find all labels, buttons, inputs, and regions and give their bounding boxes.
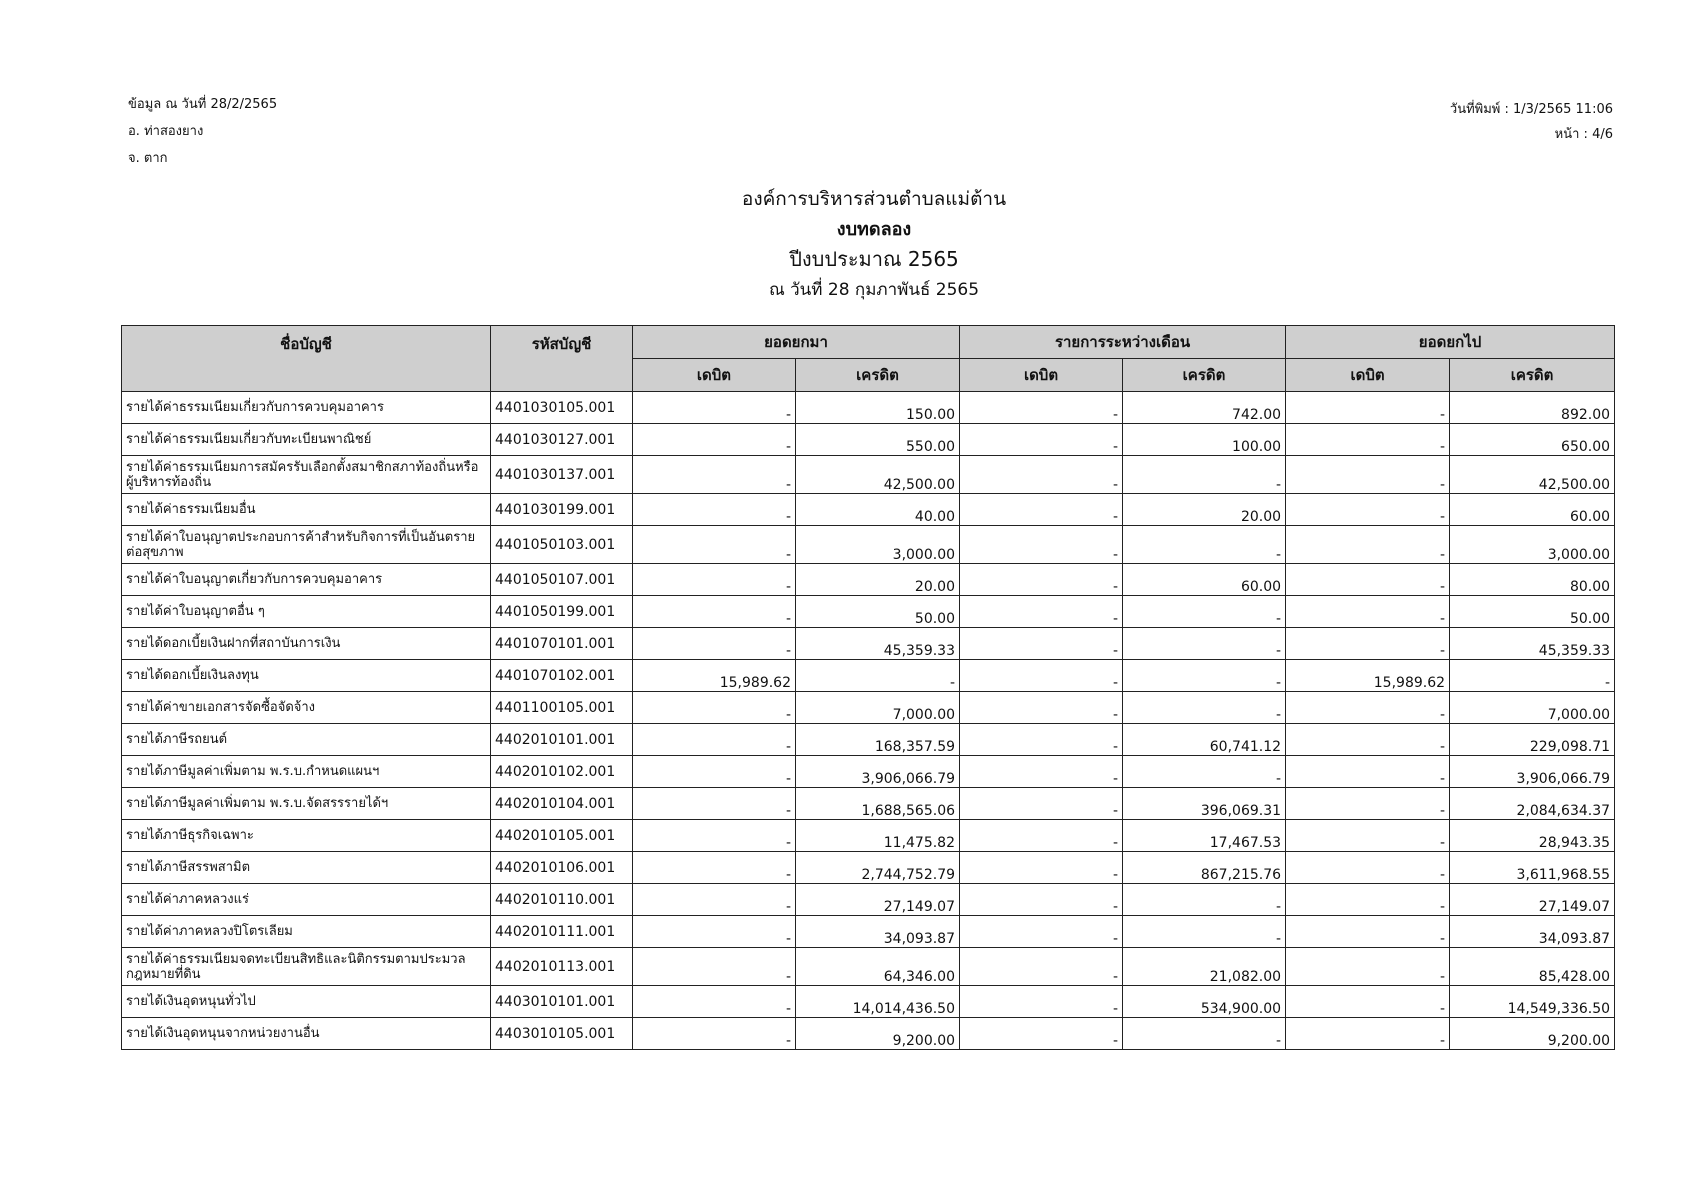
month-debit-cell: - xyxy=(960,948,1123,986)
table-row xyxy=(122,596,1615,628)
table-row xyxy=(122,564,1615,596)
cf-credit-cell: 2,084,634.37 xyxy=(1450,788,1615,820)
account-code-cell: 4402010105.001 xyxy=(491,820,633,852)
cf-credit-cell: 42,500.00 xyxy=(1450,456,1615,494)
bf-credit-cell: 550.00 xyxy=(796,424,960,456)
account-name-cell: รายได้ค่าธรรมเนียมเกี่ยวกับทะเบียนพาณิชย์ xyxy=(122,424,491,456)
cf-credit-cell: 892.00 xyxy=(1450,392,1615,424)
month-credit-cell: - xyxy=(1123,692,1286,724)
header-bf-debit: เดบิต xyxy=(633,359,796,392)
cf-debit-cell: - xyxy=(1286,852,1450,884)
month-debit-cell: - xyxy=(960,456,1123,494)
cf-debit-cell: - xyxy=(1286,916,1450,948)
month-credit-cell: 60,741.12 xyxy=(1123,724,1286,756)
bf-credit-cell: 9,200.00 xyxy=(796,1018,960,1050)
table-row xyxy=(122,494,1615,526)
cf-debit-cell: - xyxy=(1286,724,1450,756)
header-bf-credit: เครดิต xyxy=(796,359,960,392)
header-brought-forward: ยอดยกมา xyxy=(633,326,960,359)
bf-debit-cell: - xyxy=(633,724,796,756)
header-cf-debit: เดบิต xyxy=(1286,359,1450,392)
bf-debit-cell: - xyxy=(633,916,796,948)
table-body xyxy=(122,392,1615,1050)
cf-credit-cell: 229,098.71 xyxy=(1450,724,1615,756)
month-debit-cell: - xyxy=(960,986,1123,1018)
cf-debit-cell: - xyxy=(1286,564,1450,596)
bf-debit-cell: - xyxy=(633,884,796,916)
as-of-date: ณ วันที่ 28 กุมภาพันธ์ 2565 xyxy=(768,280,980,300)
table-row xyxy=(122,628,1615,660)
cf-credit-cell: 45,359.33 xyxy=(1450,628,1615,660)
month-credit-cell: - xyxy=(1123,916,1286,948)
cf-debit-cell: - xyxy=(1286,494,1450,526)
month-debit-cell: - xyxy=(960,916,1123,948)
org-name: องค์การบริหารส่วนตำบลแม่ต้าน xyxy=(741,188,1007,210)
page-number: หน้า : 4/6 xyxy=(1554,127,1613,142)
bf-debit-cell: - xyxy=(633,494,796,526)
bf-debit-cell: - xyxy=(633,628,796,660)
month-debit-cell: - xyxy=(960,756,1123,788)
table-row xyxy=(122,526,1615,564)
account-code-cell: 4401030137.001 xyxy=(491,456,633,494)
bf-debit-cell: - xyxy=(633,596,796,628)
bf-credit-cell: 64,346.00 xyxy=(796,948,960,986)
account-code-cell: 4401030127.001 xyxy=(491,424,633,456)
table-row xyxy=(122,392,1615,424)
bf-credit-cell: 168,357.59 xyxy=(796,724,960,756)
bf-credit-cell: 150.00 xyxy=(796,392,960,424)
account-name-cell: รายได้ค่าธรรมเนียมจดทะเบียนสิทธิและนิติกรรมตามประมวลกฎหมายที่ดิน xyxy=(122,948,491,986)
bf-debit-cell: - xyxy=(633,756,796,788)
bf-credit-cell: 50.00 xyxy=(796,596,960,628)
account-name-cell: รายได้ค่าธรรมเนียมการสมัครรับเลือกตั้งสมาชิกสภาท้องถิ่นหรือผู้บริหารท้องถิ่น xyxy=(122,456,491,494)
month-credit-cell: 60.00 xyxy=(1123,564,1286,596)
account-name-cell: รายได้ค่าภาคหลวงแร่ xyxy=(122,884,491,916)
bf-credit-cell: 2,744,752.79 xyxy=(796,852,960,884)
month-debit-cell: - xyxy=(960,424,1123,456)
cf-credit-cell: 7,000.00 xyxy=(1450,692,1615,724)
province: จ. ตาก xyxy=(128,151,168,166)
bf-debit-cell: - xyxy=(633,948,796,986)
month-debit-cell: - xyxy=(960,852,1123,884)
bf-debit-cell: - xyxy=(633,564,796,596)
account-name-cell: รายได้เงินอุดหนุนทั่วไป xyxy=(122,986,491,1018)
account-name-cell: รายได้เงินอุดหนุนจากหน่วยงานอื่น xyxy=(122,1018,491,1050)
cf-credit-cell: 14,549,336.50 xyxy=(1450,986,1615,1018)
table-row xyxy=(122,986,1615,1018)
cf-debit-cell: - xyxy=(1286,948,1450,986)
table-row xyxy=(122,916,1615,948)
bf-credit-cell: 14,014,436.50 xyxy=(796,986,960,1018)
month-credit-cell: 396,069.31 xyxy=(1123,788,1286,820)
month-debit-cell: - xyxy=(960,660,1123,692)
table-row xyxy=(122,660,1615,692)
cf-debit-cell: - xyxy=(1286,628,1450,660)
month-credit-cell: 534,900.00 xyxy=(1123,986,1286,1018)
account-code-cell: 4402010113.001 xyxy=(491,948,633,986)
month-credit-cell: - xyxy=(1123,884,1286,916)
account-code-cell: 4402010101.001 xyxy=(491,724,633,756)
month-debit-cell: - xyxy=(960,820,1123,852)
cf-credit-cell: 60.00 xyxy=(1450,494,1615,526)
bf-debit-cell: - xyxy=(633,820,796,852)
month-credit-cell: - xyxy=(1123,596,1286,628)
month-debit-cell: - xyxy=(960,628,1123,660)
cf-debit-cell: - xyxy=(1286,526,1450,564)
cf-debit-cell: - xyxy=(1286,1018,1450,1050)
account-code-cell: 4401030199.001 xyxy=(491,494,633,526)
cf-credit-cell: 3,000.00 xyxy=(1450,526,1615,564)
account-name-cell: รายได้ภาษีมูลค่าเพิ่มตาม พ.ร.บ.จัดสรรรายได้ฯ xyxy=(122,788,491,820)
month-credit-cell: - xyxy=(1123,756,1286,788)
header-month-credit: เครดิต xyxy=(1123,359,1286,392)
bf-debit-cell: - xyxy=(633,456,796,494)
account-code-cell: 4401050107.001 xyxy=(491,564,633,596)
bf-debit-cell: - xyxy=(633,788,796,820)
bf-debit-cell: - xyxy=(633,1018,796,1050)
account-name-cell: รายได้ภาษีมูลค่าเพิ่มตาม พ.ร.บ.กำหนดแผนฯ xyxy=(122,756,491,788)
table-row xyxy=(122,820,1615,852)
month-credit-cell: 20.00 xyxy=(1123,494,1286,526)
print-date: วันที่พิมพ์ : 1/3/2565 11:06 xyxy=(1449,102,1613,117)
month-debit-cell: - xyxy=(960,596,1123,628)
bf-credit-cell: 7,000.00 xyxy=(796,692,960,724)
bf-credit-cell: 11,475.82 xyxy=(796,820,960,852)
district: อ. ท่าสองยาง xyxy=(128,124,204,139)
bf-credit-cell: 3,906,066.79 xyxy=(796,756,960,788)
month-credit-cell: 742.00 xyxy=(1123,392,1286,424)
bf-credit-cell: 1,688,565.06 xyxy=(796,788,960,820)
cf-credit-cell: 27,149.07 xyxy=(1450,884,1615,916)
month-debit-cell: - xyxy=(960,884,1123,916)
month-debit-cell: - xyxy=(960,564,1123,596)
account-name-cell: รายได้ค่าธรรมเนียมอื่น xyxy=(122,494,491,526)
bf-credit-cell: 34,093.87 xyxy=(796,916,960,948)
month-debit-cell: - xyxy=(960,724,1123,756)
bf-debit-cell: - xyxy=(633,692,796,724)
account-name-cell: รายได้ดอกเบี้ยเงินลงทุน xyxy=(122,660,491,692)
account-name-cell: รายได้ภาษีธุรกิจเฉพาะ xyxy=(122,820,491,852)
account-code-cell: 4402010110.001 xyxy=(491,884,633,916)
bf-credit-cell: 3,000.00 xyxy=(796,526,960,564)
bf-debit-cell: - xyxy=(633,424,796,456)
header-account-name: ชื่อบัญชี xyxy=(122,326,491,392)
table-row xyxy=(122,1018,1615,1050)
cf-credit-cell: 85,428.00 xyxy=(1450,948,1615,986)
account-code-cell: 4403010105.001 xyxy=(491,1018,633,1050)
month-credit-cell: - xyxy=(1123,628,1286,660)
cf-debit-cell: - xyxy=(1286,596,1450,628)
month-credit-cell: - xyxy=(1123,526,1286,564)
month-debit-cell: - xyxy=(960,392,1123,424)
cf-credit-cell: 50.00 xyxy=(1450,596,1615,628)
bf-credit-cell: 27,149.07 xyxy=(796,884,960,916)
bf-credit-cell: - xyxy=(796,660,960,692)
trial-balance-table xyxy=(121,325,1615,1050)
cf-credit-cell: - xyxy=(1450,660,1615,692)
account-code-cell: 4401070102.001 xyxy=(491,660,633,692)
account-name-cell: รายได้ค่าใบอนุญาตเกี่ยวกับการควบคุมอาคาร xyxy=(122,564,491,596)
table-row xyxy=(122,456,1615,494)
bf-debit-cell: - xyxy=(633,392,796,424)
header-month-debit: เดบิต xyxy=(960,359,1123,392)
header-during-month: รายการระหว่างเดือน xyxy=(960,326,1286,359)
bf-debit-cell: - xyxy=(633,852,796,884)
cf-debit-cell: - xyxy=(1286,884,1450,916)
month-debit-cell: - xyxy=(960,788,1123,820)
account-code-cell: 4402010111.001 xyxy=(491,916,633,948)
bf-credit-cell: 42,500.00 xyxy=(796,456,960,494)
account-name-cell: รายได้ภาษีสรรพสามิต xyxy=(122,852,491,884)
month-credit-cell: 867,215.76 xyxy=(1123,852,1286,884)
account-code-cell: 4401030105.001 xyxy=(491,392,633,424)
account-name-cell: รายได้ค่าขายเอกสารจัดซื้อจัดจ้าง xyxy=(122,692,491,724)
data-date: ข้อมูล ณ วันที่ 28/2/2565 xyxy=(128,97,278,112)
month-credit-cell: 21,082.00 xyxy=(1123,948,1286,986)
cf-debit-cell: - xyxy=(1286,820,1450,852)
account-name-cell: รายได้ดอกเบี้ยเงินฝากที่สถาบันการเงิน xyxy=(122,628,491,660)
cf-debit-cell: - xyxy=(1286,756,1450,788)
account-code-cell: 4402010102.001 xyxy=(491,756,633,788)
account-name-cell: รายได้ค่าธรรมเนียมเกี่ยวกับการควบคุมอาคาร xyxy=(122,392,491,424)
month-debit-cell: - xyxy=(960,1018,1123,1050)
account-code-cell: 4403010101.001 xyxy=(491,986,633,1018)
header-carried-forward: ยอดยกไป xyxy=(1286,326,1615,359)
header-account-code: รหัสบัญชี xyxy=(491,326,633,392)
month-credit-cell: 100.00 xyxy=(1123,424,1286,456)
report-titles xyxy=(0,190,1697,309)
cf-credit-cell: 34,093.87 xyxy=(1450,916,1615,948)
cf-debit-cell: 15,989.62 xyxy=(1286,660,1450,692)
report-meta-right xyxy=(1450,103,1613,153)
month-credit-cell: - xyxy=(1123,456,1286,494)
account-code-cell: 4401070101.001 xyxy=(491,628,633,660)
cf-debit-cell: - xyxy=(1286,392,1450,424)
month-credit-cell: - xyxy=(1123,1018,1286,1050)
report-meta-left xyxy=(128,98,277,179)
cf-debit-cell: - xyxy=(1286,692,1450,724)
account-name-cell: รายได้ค่าใบอนุญาตประกอบการค้าสำหรับกิจการที่เป็นอันตรายต่อสุขภาพ xyxy=(122,526,491,564)
cf-debit-cell: - xyxy=(1286,788,1450,820)
table-row xyxy=(122,852,1615,884)
month-debit-cell: - xyxy=(960,692,1123,724)
header-cf-credit: เครดิต xyxy=(1450,359,1615,392)
bf-debit-cell: - xyxy=(633,986,796,1018)
account-code-cell: 4402010106.001 xyxy=(491,852,633,884)
table-row xyxy=(122,884,1615,916)
bf-debit-cell: 15,989.62 xyxy=(633,660,796,692)
account-name-cell: รายได้ค่าใบอนุญาตอื่น ๆ xyxy=(122,596,491,628)
cf-debit-cell: - xyxy=(1286,424,1450,456)
month-debit-cell: - xyxy=(960,526,1123,564)
cf-credit-cell: 650.00 xyxy=(1450,424,1615,456)
account-code-cell: 4401050103.001 xyxy=(491,526,633,564)
account-name-cell: รายได้ค่าภาคหลวงปิโตรเลียม xyxy=(122,916,491,948)
bf-credit-cell: 20.00 xyxy=(796,564,960,596)
account-code-cell: 4402010104.001 xyxy=(491,788,633,820)
month-debit-cell: - xyxy=(960,494,1123,526)
cf-debit-cell: - xyxy=(1286,456,1450,494)
month-credit-cell: 17,467.53 xyxy=(1123,820,1286,852)
bf-credit-cell: 40.00 xyxy=(796,494,960,526)
fiscal-year: ปีงบประมาณ 2565 xyxy=(789,247,959,271)
account-code-cell: 4401050199.001 xyxy=(491,596,633,628)
cf-credit-cell: 80.00 xyxy=(1450,564,1615,596)
cf-credit-cell: 28,943.35 xyxy=(1450,820,1615,852)
account-name-cell: รายได้ภาษีรถยนต์ xyxy=(122,724,491,756)
table-row xyxy=(122,948,1615,986)
table-row xyxy=(122,724,1615,756)
cf-credit-cell: 9,200.00 xyxy=(1450,1018,1615,1050)
table-row xyxy=(122,756,1615,788)
cf-credit-cell: 3,611,968.55 xyxy=(1450,852,1615,884)
table-row xyxy=(122,424,1615,456)
cf-credit-cell: 3,906,066.79 xyxy=(1450,756,1615,788)
month-credit-cell: - xyxy=(1123,660,1286,692)
account-code-cell: 4401100105.001 xyxy=(491,692,633,724)
bf-credit-cell: 45,359.33 xyxy=(796,628,960,660)
cf-debit-cell: - xyxy=(1286,986,1450,1018)
table-row xyxy=(122,692,1615,724)
bf-debit-cell: - xyxy=(633,526,796,564)
report-title: งบทดลอง xyxy=(836,219,912,240)
table-row xyxy=(122,788,1615,820)
